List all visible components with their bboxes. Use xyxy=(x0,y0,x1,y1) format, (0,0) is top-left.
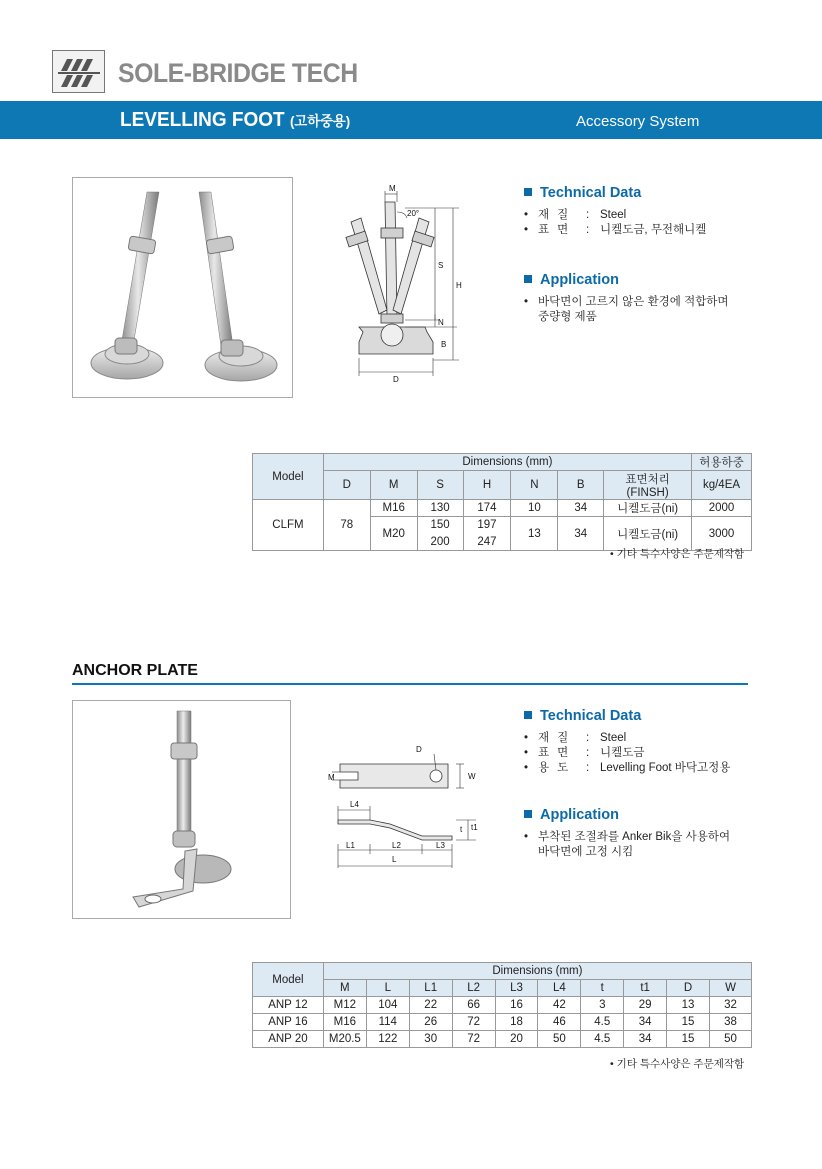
diagram-label-n: N xyxy=(438,318,444,327)
table-row xyxy=(253,500,752,517)
diagram-label-s: S xyxy=(438,261,444,270)
table-cell: 34 xyxy=(624,1031,667,1048)
anchor-diagram-label-d: D xyxy=(416,745,422,754)
diagram-label-d: D xyxy=(393,375,399,384)
brand-name: SOLE-BRIDGE TECH xyxy=(118,58,358,88)
table-cell: M20.5 xyxy=(323,1031,366,1048)
anchor-col-header: L4 xyxy=(538,980,581,997)
levelling-load-header: 허용하중 xyxy=(692,454,752,471)
anchor-spec-table xyxy=(252,962,752,1048)
anchor-section-divider xyxy=(72,683,748,685)
table-cell: 20 xyxy=(495,1031,538,1048)
anchor-diagram-label-l3: L3 xyxy=(436,841,445,850)
anchor-diagram-label-l2: L2 xyxy=(392,841,401,850)
table-cell: 16 xyxy=(495,997,538,1014)
levelling-application-line-1: • 바닥면이 고르지 않은 환경에 적합하며 xyxy=(524,296,729,308)
table-cell: 13 xyxy=(667,997,710,1014)
table-cell: 46 xyxy=(538,1014,581,1031)
table-cell: 122 xyxy=(366,1031,409,1048)
levelling-col-finish: 표면처리(FINSH) xyxy=(604,471,692,500)
anchor-col-header: D xyxy=(667,980,710,997)
table-cell: 200 xyxy=(417,534,463,551)
levelling-model-cell: CLFM xyxy=(253,500,324,551)
levelling-load-unit: kg/4EA xyxy=(692,471,752,500)
anchor-model-header: Model xyxy=(253,963,324,997)
levelling-col-s: S xyxy=(417,471,463,500)
table-cell: 66 xyxy=(452,997,495,1014)
table-cell: 15 xyxy=(667,1031,710,1048)
anchor-diagram-label-l1: L1 xyxy=(346,841,355,850)
anchor-col-header: M xyxy=(323,980,366,997)
anchor-col-header: W xyxy=(710,980,752,997)
table-cell: 2000 xyxy=(692,500,752,517)
anchor-material-line: • 재질 : Steel xyxy=(524,732,627,744)
table-cell: M12 xyxy=(323,997,366,1014)
table-row xyxy=(253,1031,752,1048)
table-row xyxy=(253,1014,752,1031)
diagram-label-m: M xyxy=(389,184,396,193)
table-row xyxy=(253,997,752,1014)
anchor-diagram-label-t: t xyxy=(460,825,463,834)
table-cell: 50 xyxy=(710,1031,752,1048)
table-cell: 30 xyxy=(409,1031,452,1048)
anchor-usage-line: • 용도 : Levelling Foot 바닥고정용 xyxy=(524,762,731,774)
anchor-diagram-label-m: M xyxy=(328,773,335,782)
table-cell: 38 xyxy=(710,1014,752,1031)
page-title-sub: (고하중용) xyxy=(289,113,351,129)
anchor-application-line-1: • 부착된 조절좌를 Anker Bik을 사용하여 xyxy=(524,831,731,843)
table-cell: M16 xyxy=(370,500,417,517)
anchor-application-line-2: 바닥면에 고정 시킴 xyxy=(538,846,634,858)
anchor-note: • 기타 특수사양은 주문제작함 xyxy=(610,1058,745,1070)
anchor-diagram-label-l: L xyxy=(392,855,397,864)
anchor-model-cell: ANP 16 xyxy=(253,1014,324,1031)
table-cell: 34 xyxy=(624,1014,667,1031)
table-cell: 197 xyxy=(463,517,511,534)
table-cell: 174 xyxy=(463,500,511,517)
table-cell: M16 xyxy=(323,1014,366,1031)
table-cell: 10 xyxy=(511,500,558,517)
company-logo xyxy=(52,50,105,93)
table-cell: M20 xyxy=(370,517,417,551)
table-cell: 247 xyxy=(463,534,511,551)
table-cell: 3 xyxy=(581,997,624,1014)
table-cell: 15 xyxy=(667,1014,710,1031)
anchor-diagram-label-l4: L4 xyxy=(350,800,359,809)
levelling-d-cell: 78 xyxy=(323,500,370,551)
levelling-note: • 기타 특수사양은 주문제작함 xyxy=(610,548,745,560)
levelling-foot-diagram xyxy=(345,182,485,387)
page-title xyxy=(120,109,350,132)
levelling-foot-photo xyxy=(72,177,293,398)
table-cell: 72 xyxy=(452,1031,495,1048)
levelling-model-header: Model xyxy=(253,454,324,500)
anchor-model-cell: ANP 20 xyxy=(253,1031,324,1048)
anchor-col-header: L1 xyxy=(409,980,452,997)
levelling-application-heading: Application xyxy=(524,272,619,288)
levelling-application-line-2: 중량형 제품 xyxy=(538,311,597,323)
anchor-col-header: t1 xyxy=(624,980,667,997)
table-cell: 29 xyxy=(624,997,667,1014)
table-cell: 104 xyxy=(366,997,409,1014)
anchor-col-header: L xyxy=(366,980,409,997)
table-cell: 34 xyxy=(558,517,604,551)
page-title-main: LEVELLING FOOT xyxy=(120,109,285,131)
anchor-diagram-label-t1: t1 xyxy=(471,823,478,832)
table-cell: 18 xyxy=(495,1014,538,1031)
anchor-diagram-label-w: W xyxy=(468,772,476,781)
levelling-col-b: B xyxy=(558,471,604,500)
table-cell: 22 xyxy=(409,997,452,1014)
levelling-technical-heading: Technical Data xyxy=(524,185,641,201)
levelling-col-d: D xyxy=(323,471,370,500)
levelling-col-n: N xyxy=(511,471,558,500)
anchor-col-header: L3 xyxy=(495,980,538,997)
anchor-dimensions-header: Dimensions (mm) xyxy=(323,963,751,980)
table-cell: 34 xyxy=(558,500,604,517)
anchor-col-header: L2 xyxy=(452,980,495,997)
table-cell: 26 xyxy=(409,1014,452,1031)
table-cell: 4.5 xyxy=(581,1031,624,1048)
category-label: Accessory System xyxy=(576,113,700,130)
title-banner xyxy=(0,101,822,139)
table-cell: 3000 xyxy=(692,517,752,551)
anchor-technical-heading: Technical Data xyxy=(524,708,641,724)
levelling-col-m: M xyxy=(370,471,417,500)
anchor-application-heading: Application xyxy=(524,807,619,823)
table-cell: 130 xyxy=(417,500,463,517)
anchor-surface-line: • 표면 : 니켈도금 xyxy=(524,747,645,759)
table-cell: 니켈도금(ni) xyxy=(604,500,692,517)
anchor-plate-diagram xyxy=(330,740,490,870)
diagram-label-b: B xyxy=(441,340,447,349)
table-cell: 150 xyxy=(417,517,463,534)
anchor-col-header: t xyxy=(581,980,624,997)
table-cell: 50 xyxy=(538,1031,581,1048)
levelling-surface-line: • 표면 : 니켈도금, 무전해니켈 xyxy=(524,224,707,236)
levelling-dimensions-header: Dimensions (mm) xyxy=(323,454,691,471)
anchor-model-cell: ANP 12 xyxy=(253,997,324,1014)
table-cell: 72 xyxy=(452,1014,495,1031)
anchor-plate-photo xyxy=(72,700,291,919)
table-cell: 4.5 xyxy=(581,1014,624,1031)
anchor-section-title: ANCHOR PLATE xyxy=(72,662,198,679)
levelling-col-h: H xyxy=(463,471,511,500)
levelling-material-line: • 재질 : Steel xyxy=(524,209,627,221)
table-cell: 114 xyxy=(366,1014,409,1031)
table-cell: 32 xyxy=(710,997,752,1014)
levelling-spec-table xyxy=(252,453,752,551)
table-cell: 42 xyxy=(538,997,581,1014)
diagram-label-h: H xyxy=(456,281,462,290)
table-cell: 13 xyxy=(511,517,558,551)
diagram-label-angle: 20° xyxy=(407,209,420,218)
table-cell: 니켈도금(ni) xyxy=(604,517,692,551)
